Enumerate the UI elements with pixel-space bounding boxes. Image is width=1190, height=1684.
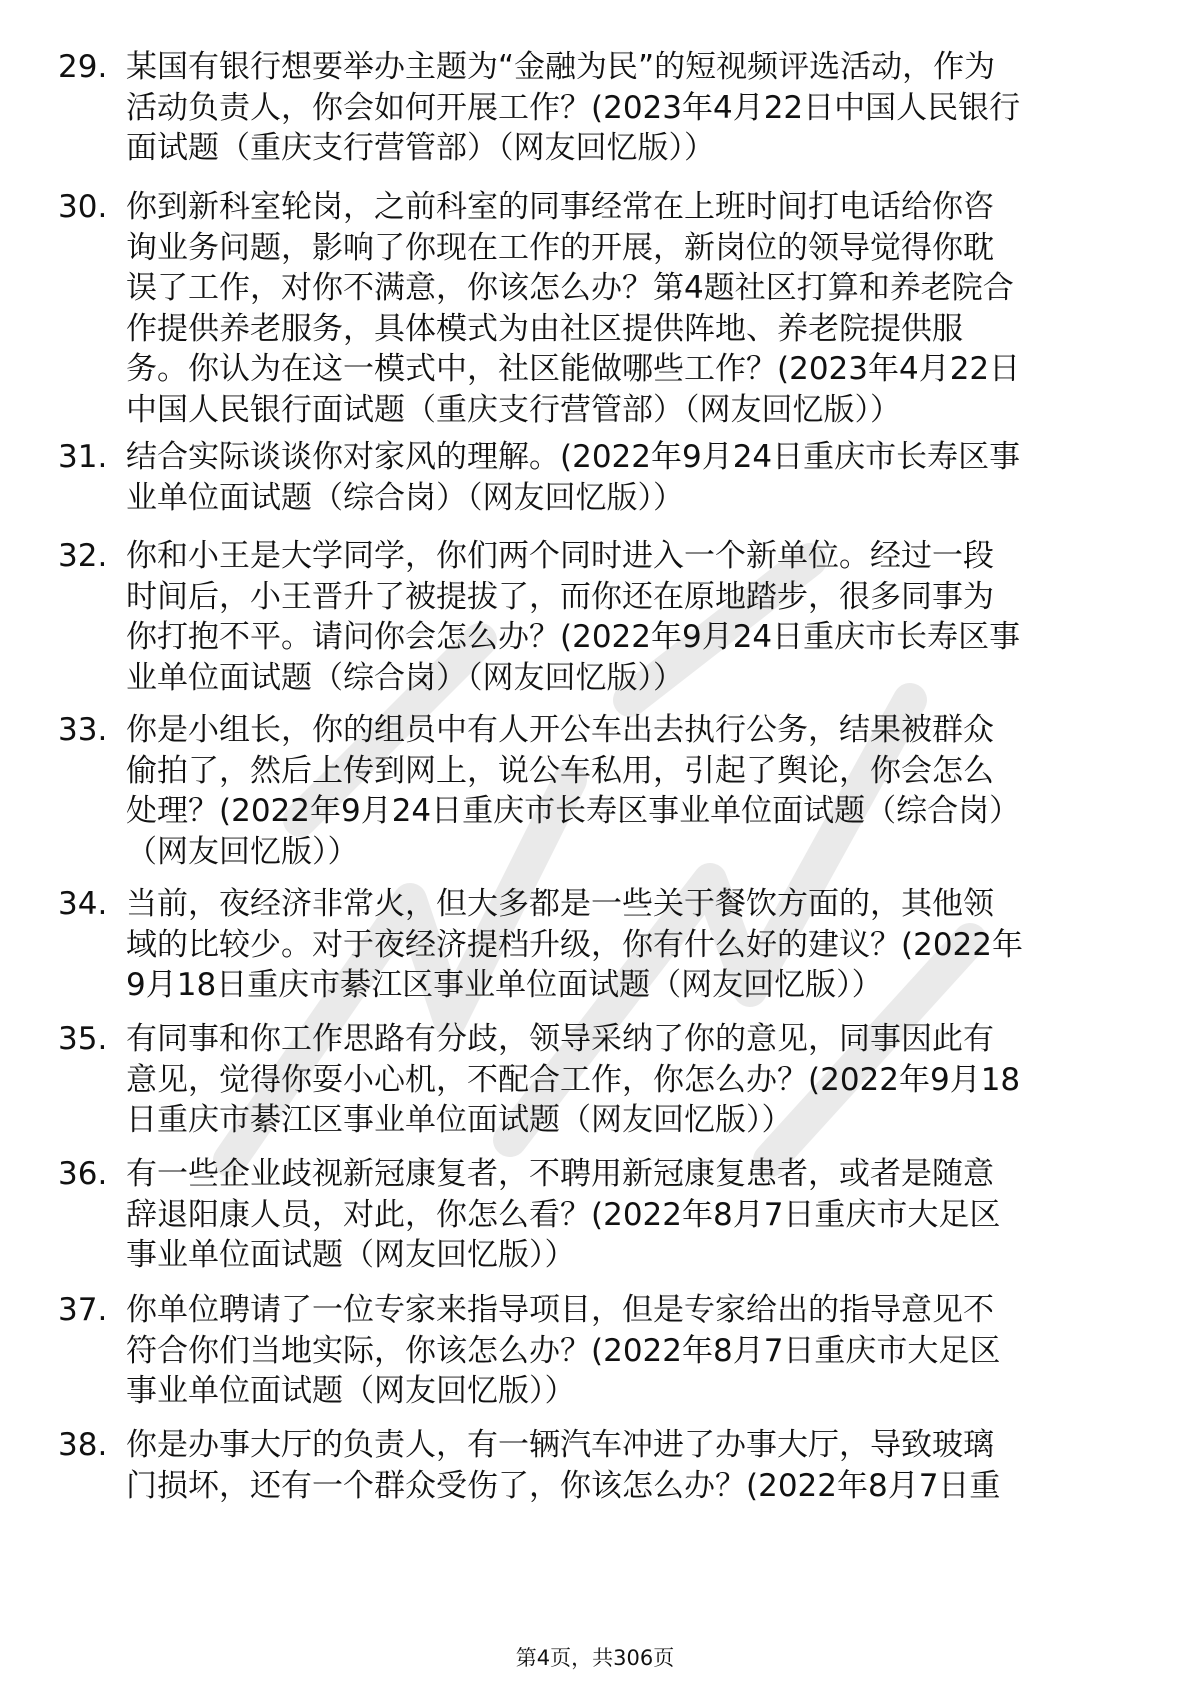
question-number: 31.	[58, 439, 108, 475]
question-item	[58, 1154, 1138, 1276]
question-number: 34.	[58, 886, 108, 922]
question-item	[58, 47, 1138, 169]
question-text: 当前，夜经济非常火，但大多都是一些关于餐饮方面的，其他领 域的比较少。对于夜经济提档升级，你有什么好的建议？(2022年 9月18日重庆市綦江区事业单位面试题（网友回忆版））	[126, 886, 1023, 1003]
page-footer: 第4页，共306页	[515, 1646, 675, 1670]
question-text: 你到新科室轮岗，之前科室的同事经常在上班时间打电话给你咨 询业务问题，影响了你现在工作的开展，新岗位的领导觉得你耽 误了工作，对你不满意，你该怎么办？第4题社区打算和养老院合 作提供养老服务，具体模式为由社区提供阵地、养老院提供服 务。你认为在这一模式中，社区能做哪些工作？(2023年4月22日 中国人民银行面试题（重庆支行营管部）（网友回忆版））	[126, 189, 1021, 428]
question-number: 32.	[58, 538, 108, 574]
question-number: 38.	[58, 1427, 108, 1463]
question-item	[58, 1425, 1138, 1506]
question-item	[58, 884, 1138, 1006]
question-text: 某国有银行想要举办主题为“金融为民”的短视频评选活动，作为 活动负责人，你会如何开展工作？(2023年4月22日中国人民银行 面试题（重庆支行营管部）（网友回忆版））	[126, 49, 1021, 166]
question-number: 30.	[58, 189, 108, 225]
question-item	[58, 1290, 1138, 1412]
question-text: 你单位聘请了一位专家来指导项目，但是专家给出的指导意见不 符合你们当地实际，你该怎么办？(2022年8月7日重庆市大足区 事业单位面试题（网友回忆版））	[126, 1292, 1001, 1409]
question-item	[58, 1019, 1138, 1141]
question-text: 你是办事大厅的负责人，有一辆汽车冲进了办事大厅，导致玻璃 门损坏，还有一个群众受伤了，你该怎么办？(2022年8月7日重	[126, 1427, 1001, 1504]
question-number: 37.	[58, 1292, 108, 1328]
question-text: 结合实际谈谈你对家风的理解。(2022年9月24日重庆市长寿区事 业单位面试题（综合岗）（网友回忆版））	[126, 439, 1021, 516]
question-item	[58, 536, 1138, 698]
question-number: 33.	[58, 712, 108, 748]
question-item	[58, 187, 1138, 430]
question-number: 29.	[58, 49, 108, 85]
question-item	[58, 710, 1138, 872]
question-text: 有一些企业歧视新冠康复者，不聘用新冠康复患者，或者是随意 辞退阳康人员，对此，你怎么看？(2022年8月7日重庆市大足区 事业单位面试题（网友回忆版））	[126, 1156, 1001, 1273]
question-text: 有同事和你工作思路有分歧，领导采纳了你的意见，同事因此有 意见，觉得你耍小心机，不配合工作，你怎么办？(2022年9月18 日重庆市綦江区事业单位面试题（网友回忆版））	[126, 1021, 1021, 1138]
question-number: 35.	[58, 1021, 108, 1057]
question-text: 你是小组长，你的组员中有人开公车出去执行公务，结果被群众 偷拍了，然后上传到网上，说公车私用，引起了舆论，你会怎么 处理？(2022年9月24日重庆市长寿区事业单位面试题（综合岗） （网友回忆版））	[126, 712, 1021, 870]
question-item	[58, 437, 1138, 518]
question-number: 36.	[58, 1156, 108, 1192]
question-text: 你和小王是大学同学，你们两个同时进入一个新单位。经过一段 时间后，小王晋升了被提拔了，而你还在原地踏步，很多同事为 你打抱不平。请问你会怎么办？(2022年9月24日重庆市长寿区事 业单位面试题（综合岗）（网友回忆版））	[126, 538, 1021, 696]
